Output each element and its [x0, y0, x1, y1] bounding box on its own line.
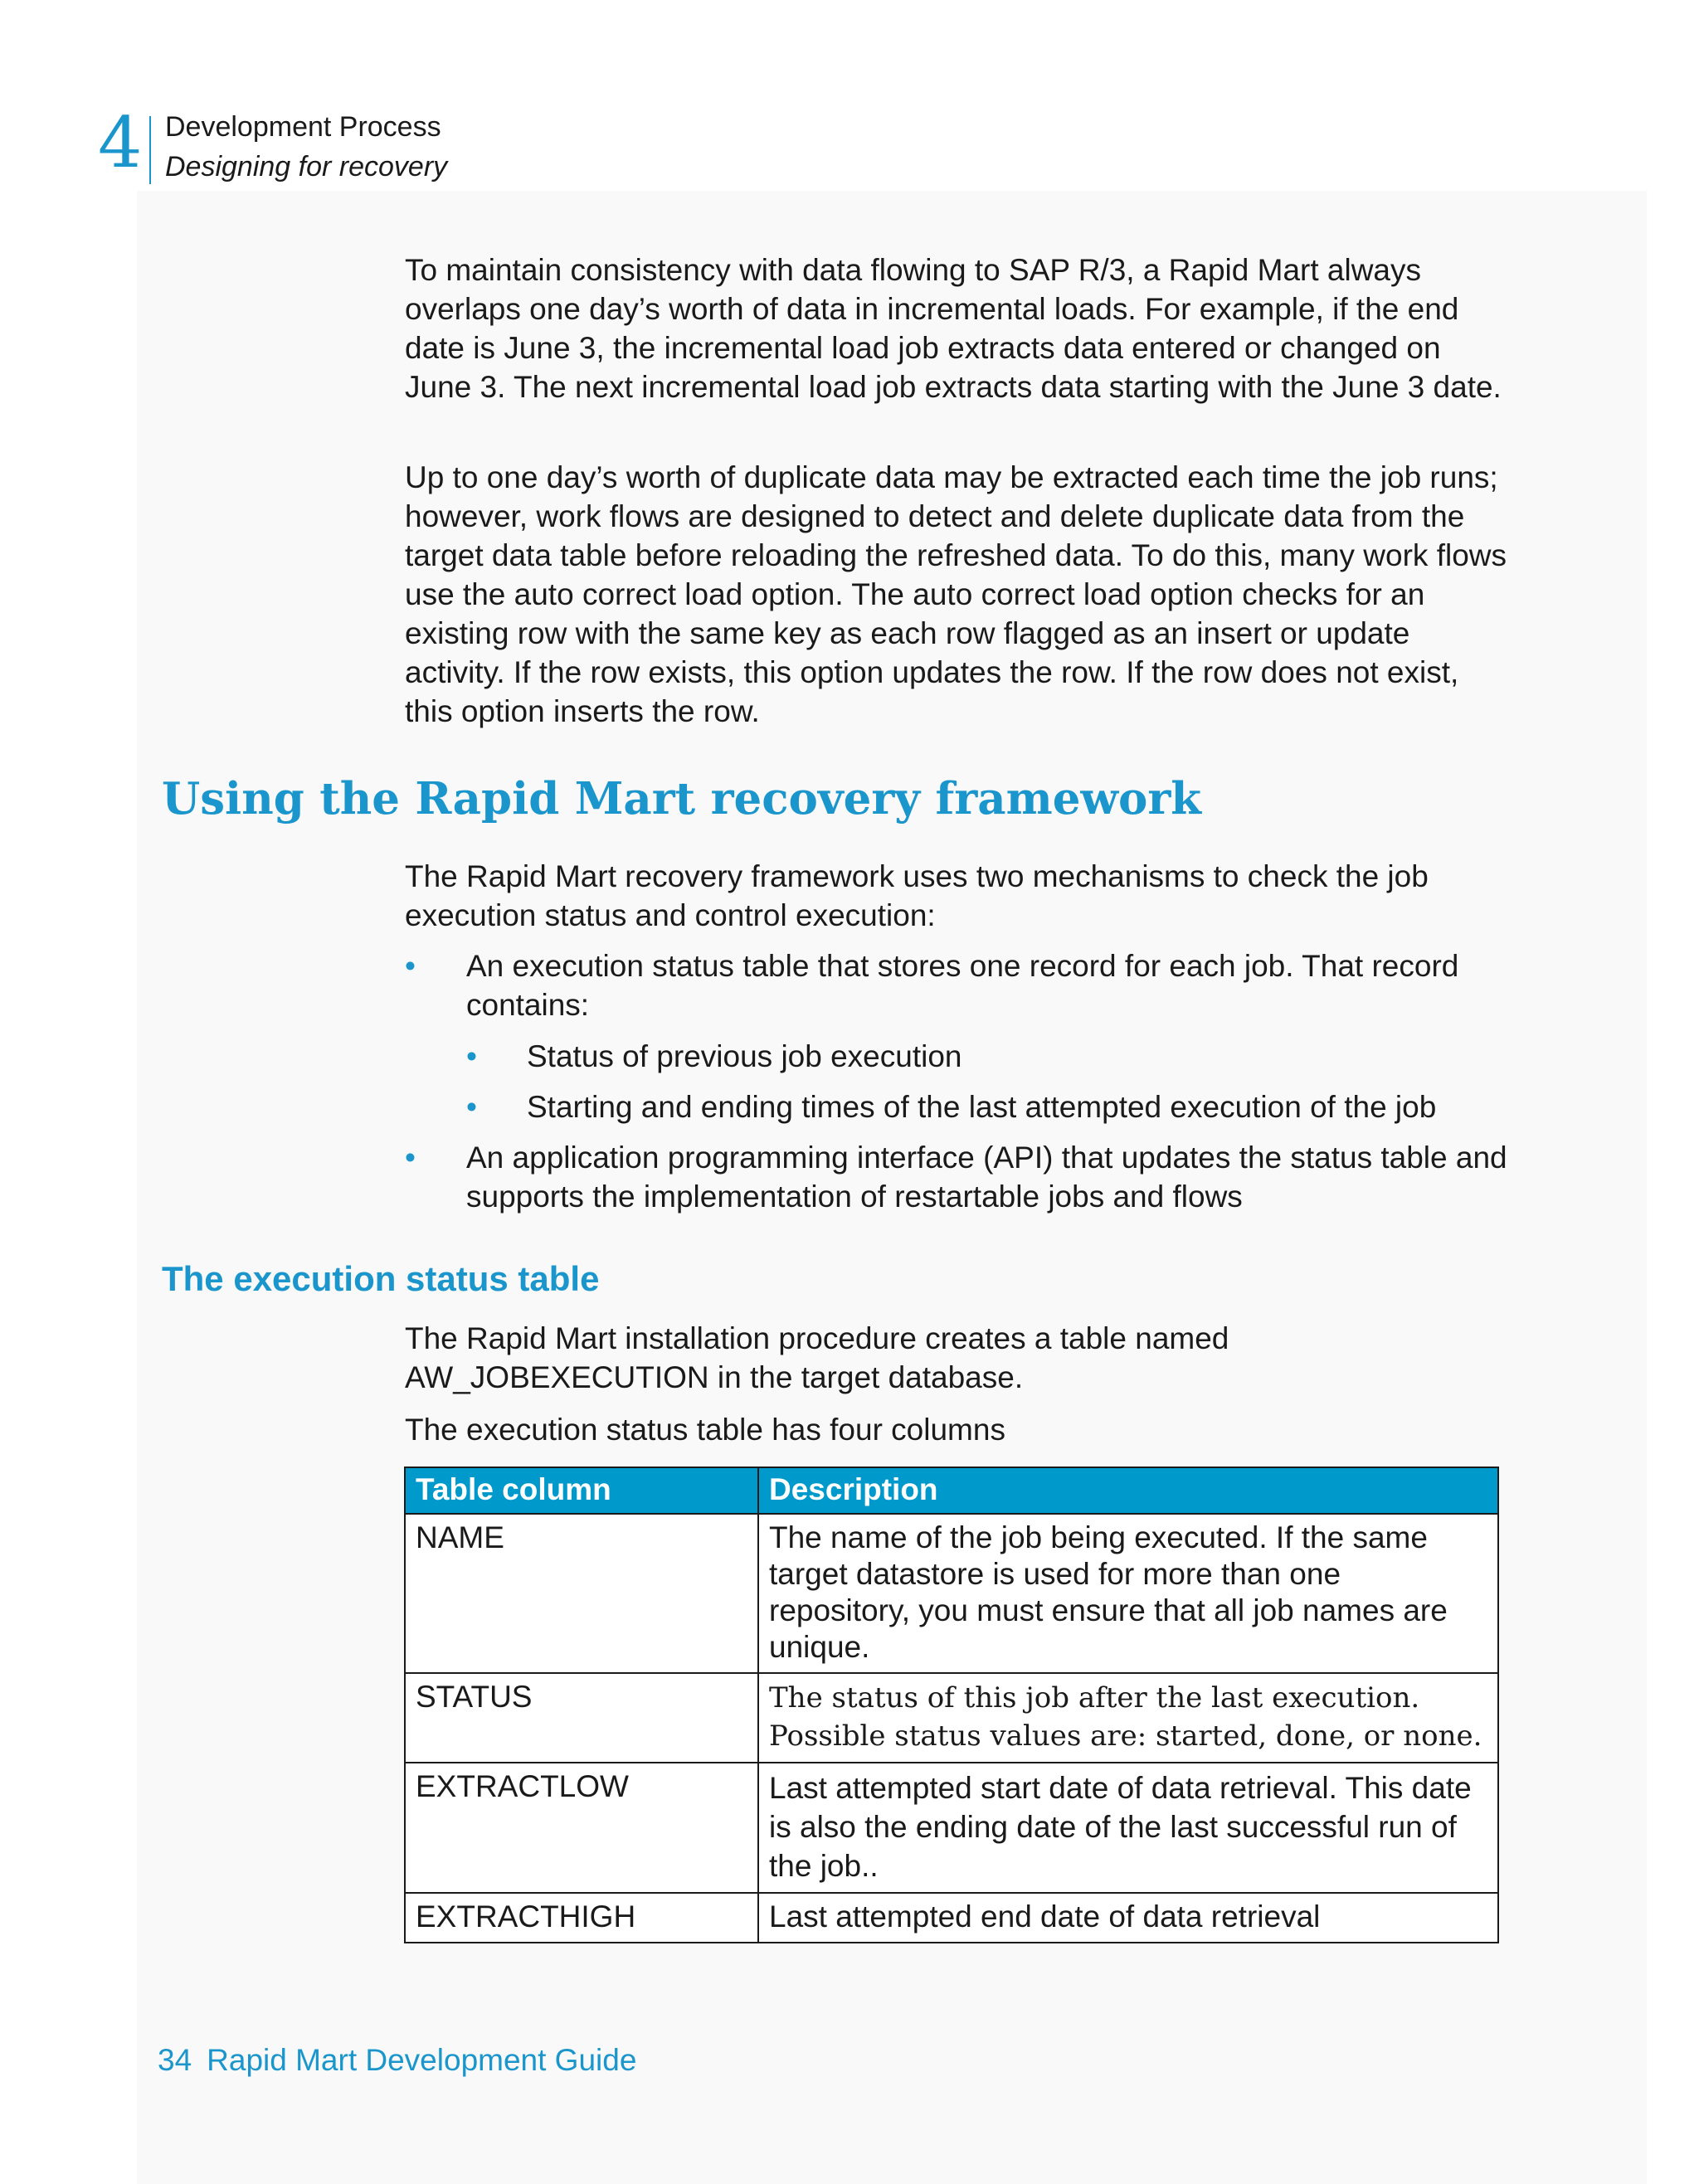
table-cell-description: The name of the job being executed. If the same target datastore is used for more than one repository, you must ensure that all job names are unique.: [758, 1514, 1498, 1673]
subsection-paragraph: The Rapid Mart installation procedure creates a table named AW_JOBEXECUTION in the target database.: [405, 1321, 1229, 1394]
list-item-text: Starting and ending times of the last attempted execution of the job: [527, 1090, 1437, 1124]
table-cell-column: EXTRACTHIGH: [405, 1893, 758, 1943]
subsection-heading: The execution status table: [162, 1259, 600, 1298]
paragraph-consistency: To maintain consistency with data flowing to SAP R/3, a Rapid Mart always overlaps one day’s worth of data in incremental loads. For example, if the end date is June 3, the incremental load job extracts data entered or changed on June 3. The next incremental load job extracts data starting with the June 3 date.: [405, 253, 1502, 404]
table-cell-column: NAME: [405, 1514, 758, 1673]
chapter-title: Development Process: [165, 111, 441, 143]
bullet-icon: •: [405, 1141, 416, 1175]
table-cell-description: The status of this job after the last execution. Possible status values are: started, done, or none.: [758, 1673, 1498, 1763]
table-header-row: [405, 1467, 1498, 1514]
table-header-description: Description: [758, 1467, 1498, 1514]
table-row: [405, 1673, 1498, 1763]
table-row: [405, 1893, 1498, 1943]
execution-status-table: [404, 1467, 1499, 1943]
page-number: 34: [158, 2043, 192, 2077]
header-divider: [149, 116, 151, 184]
bullet-icon: •: [466, 1039, 477, 1073]
book-title: Rapid Mart Development Guide: [207, 2043, 637, 2077]
table-cell-description: Last attempted start date of data retrieval. This date is also the ending date of the last successful run of the job..: [758, 1763, 1498, 1893]
paragraph-duplicates: Up to one day’s worth of duplicate data may be extracted each time the job runs; however, work flows are designed to detect and delete duplicate data from the target data table before reloading the refreshed data. To do this, many work flows use the auto correct load option. The auto correct load option checks for an existing row with the same key as each row flagged as an insert or update activity. If the row exists, this option updates the row. If the row does not exist, this option inserts the row.: [405, 460, 1507, 728]
chapter-number: 4: [98, 102, 143, 183]
subsection-paragraph-columns: The execution status table has four columns: [405, 1413, 1005, 1447]
table-row: [405, 1514, 1498, 1673]
list-item-text: An execution status table that stores one record for each job. That record contains:: [466, 949, 1459, 1022]
page-footer: [158, 2042, 738, 2079]
section-heading: Using the Rapid Mart recovery framework: [162, 773, 1202, 824]
bullet-icon: •: [466, 1090, 477, 1124]
table-cell-description: Last attempted end date of data retrieval: [758, 1893, 1498, 1943]
list-item-text: An application programming interface (API) that updates the status table and supports the implementation of restartable jobs and flows: [466, 1141, 1507, 1214]
bullet-icon: •: [405, 949, 416, 983]
section-intro: The Rapid Mart recovery framework uses two mechanisms to check the job execution status and control execution:: [405, 859, 1429, 932]
list-item-text: Status of previous job execution: [527, 1039, 962, 1073]
table-header-column: Table column: [405, 1467, 758, 1514]
section-subtitle: Designing for recovery: [165, 151, 448, 182]
table-cell-column: EXTRACTLOW: [405, 1763, 758, 1893]
table-row: [405, 1763, 1498, 1893]
table-cell-column: STATUS: [405, 1673, 758, 1763]
